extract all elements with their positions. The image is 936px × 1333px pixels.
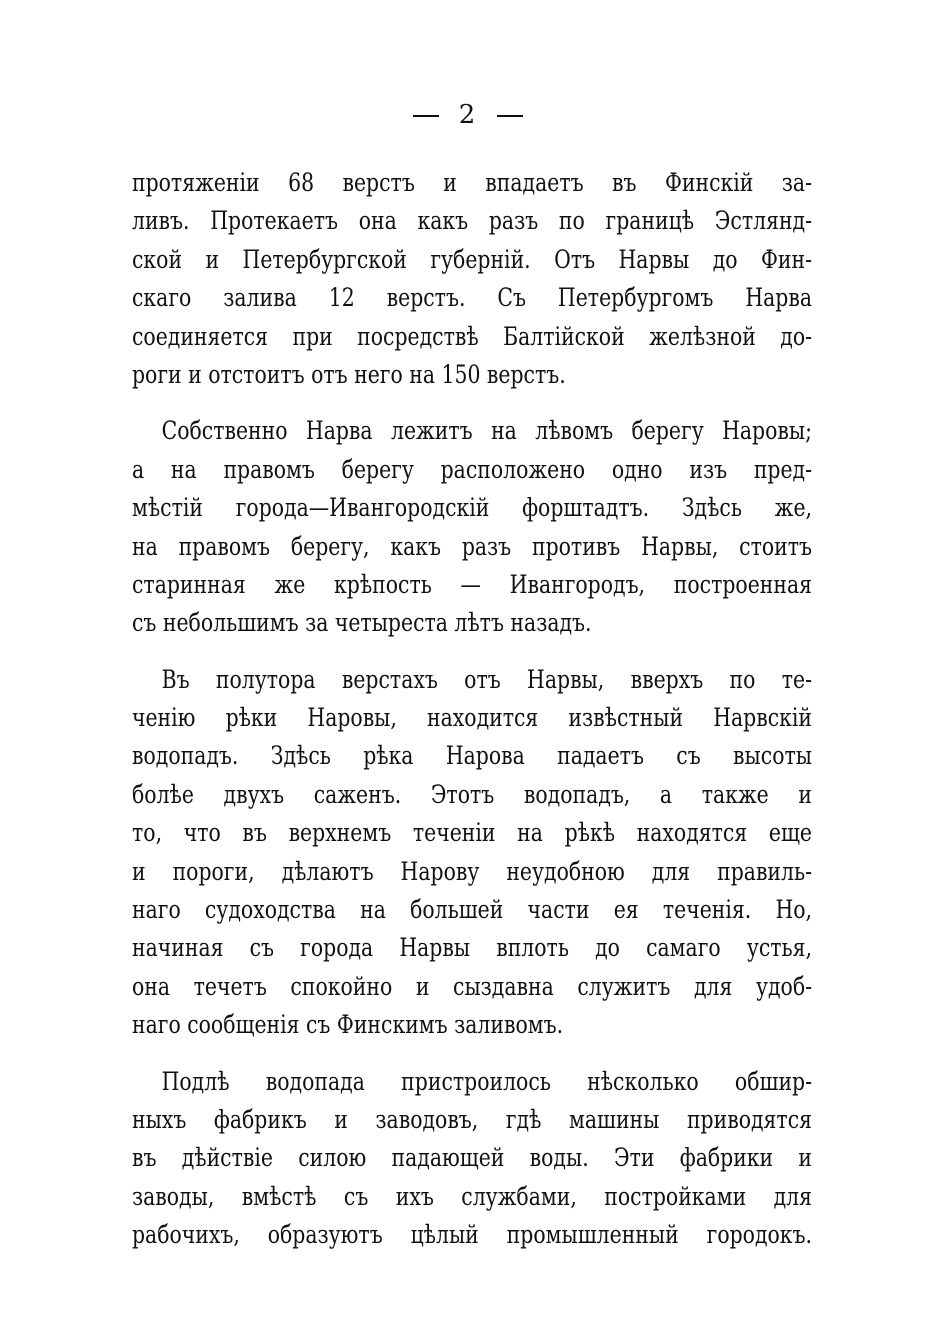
paragraph-3 xyxy=(132,661,812,1045)
text-line: и пороги, дѣлаютъ Нарову неудобною для правиль- xyxy=(132,856,812,887)
text-line: ской и Петербургской губерній. Отъ Нарвы до Фин- xyxy=(132,244,812,275)
text-line: Подлѣ водопада пристроилось нѣсколько обшир- xyxy=(161,1066,812,1097)
text-line: рабочихъ, образуютъ цѣлый промышленный городокъ. xyxy=(132,1220,812,1251)
text-line: роги и отстоитъ отъ него на 150 верстъ. xyxy=(132,359,566,390)
paragraph-2 xyxy=(132,412,812,642)
body-text xyxy=(132,164,812,1255)
text-line: ливъ. Протекаетъ она какъ разъ по границѣ Эстлянд- xyxy=(132,206,812,237)
text-line: болѣе двухъ саженъ. Этотъ водопадъ, а также и xyxy=(132,779,812,810)
text-line: то, что въ верхнемъ теченіи на рѣкѣ находятся еще xyxy=(132,818,812,849)
text-line: старинная же крѣпость — Ивангородъ, построенная xyxy=(132,569,812,600)
text-line: Собственно Нарва лежитъ на лѣвомъ берегу Наровы; xyxy=(161,416,812,447)
text-line: мѣстій города—Ивангородскій форштадтъ. Здѣсь же, xyxy=(132,493,812,524)
paragraph-1 xyxy=(132,164,812,394)
text-line: скаго залива 12 верстъ. Съ Петербургомъ Нарва xyxy=(132,283,812,314)
text-line: она течетъ спокойно и сыздавна служитъ для удоб- xyxy=(132,971,812,1002)
text-line: на правомъ берегу, какъ разъ противъ Нарвы, стоитъ xyxy=(132,531,812,562)
text-line: заводы, вмѣстѣ съ ихъ службами, постройками для xyxy=(132,1181,812,1212)
text-line: водопадъ. Здѣсь рѣка Нарова падаетъ съ высоты xyxy=(132,741,812,772)
page-number: 2 xyxy=(458,100,478,130)
text-line: наго сообщенія съ Финскимъ заливомъ. xyxy=(132,1010,564,1041)
paragraph-4 xyxy=(132,1063,812,1255)
text-line: ныхъ фабрикъ и заводовъ, гдѣ машины приводятся xyxy=(132,1104,812,1135)
right-dash xyxy=(497,115,523,117)
text-line: протяженіи 68 верстъ и впадаетъ въ Финскій за- xyxy=(132,168,812,198)
text-line: въ дѣйствіе силою падающей воды. Эти фабрики и xyxy=(132,1143,812,1174)
text-line: наго судоходства на большей части ея теченія. Но, xyxy=(132,895,812,926)
page-number-header xyxy=(0,98,936,132)
text-line: Въ полутора верстахъ отъ Нарвы, вверхъ по те- xyxy=(161,664,812,695)
text-line: а на правомъ берегу расположено одно изъ пред- xyxy=(132,454,812,485)
text-line: соединяется при посредствѣ Балтійской желѣзной до- xyxy=(132,321,812,352)
left-dash xyxy=(413,115,439,117)
text-line: начиная съ города Нарвы вплоть до самаго устья, xyxy=(132,933,812,964)
text-line: съ небольшимъ за четыреста лѣтъ назадъ. xyxy=(132,608,592,639)
text-line: ченію рѣки Наровы, находится извѣстный Нарвскій xyxy=(132,703,812,734)
